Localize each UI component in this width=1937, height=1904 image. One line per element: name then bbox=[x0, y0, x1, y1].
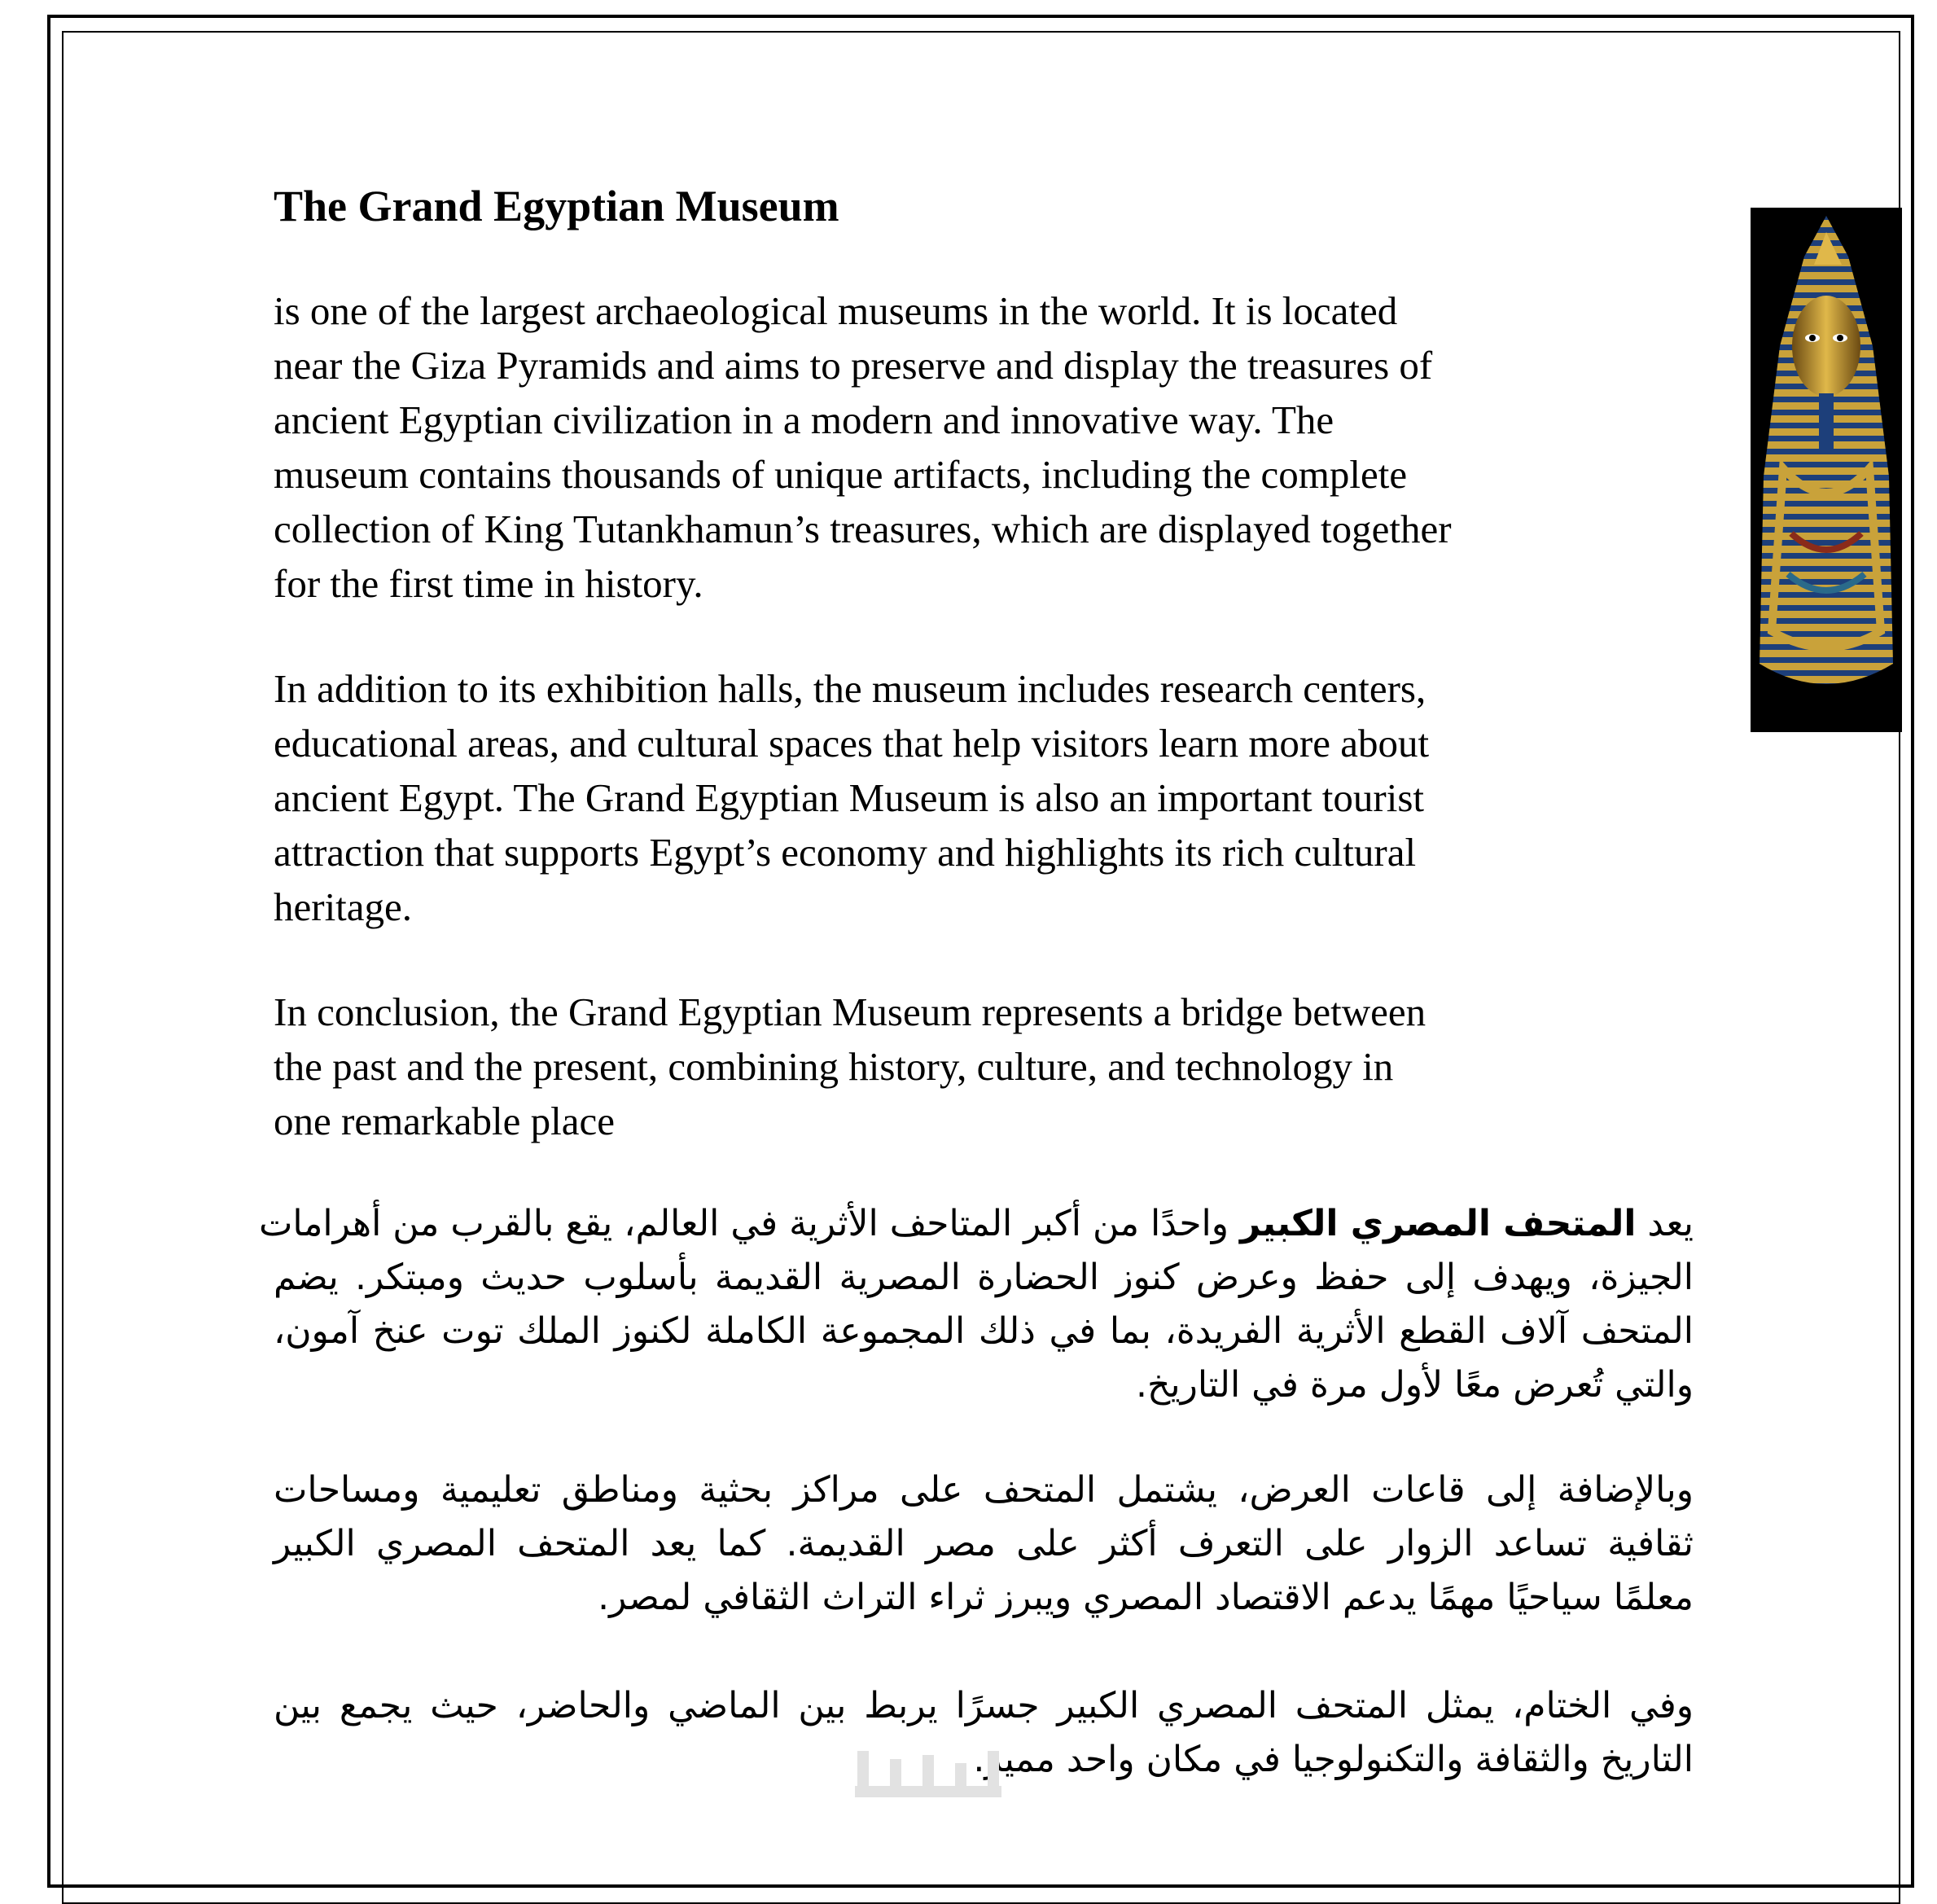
text-line: is one of the largest archaeological museums in the world. It is located bbox=[274, 288, 1398, 333]
text-line: In addition to its exhibition halls, the museum includes research centers, bbox=[274, 666, 1426, 711]
text-line: one remarkable place bbox=[274, 1099, 615, 1143]
english-paragraph-1 bbox=[274, 283, 1707, 611]
text-line: attraction that supports Egypt’s economy and highlights its rich cultural bbox=[274, 830, 1417, 875]
text-line: والتي تُعرض معًا لأول مرة في التاريخ. bbox=[1135, 1364, 1694, 1406]
text-line: ثقافية تساعد الزوار على التعرف أكثر على مصر القديمة. كما يعد المتحف المصري الكبير bbox=[274, 1523, 1694, 1564]
text-line: وفي الختام، يمثل المتحف المصري الكبير جسرًا يربط بين الماضي والحاضر، حيث يجمع بين bbox=[274, 1685, 1694, 1726]
arabic-paragraph-2 bbox=[274, 1463, 1694, 1625]
watermark-icon bbox=[847, 1735, 1010, 1800]
text-line: ancient Egypt. The Grand Egyptian Museum is also an important tourist bbox=[274, 775, 1425, 820]
text-line: collection of King Tutankhamun’s treasures, which are displayed together bbox=[274, 507, 1452, 551]
arabic-paragraph-1 bbox=[258, 1197, 1694, 1412]
text-line: التاريخ والثقافة والتكنولوجيا في مكان واحد مميز. bbox=[973, 1739, 1694, 1780]
text-run: يعد bbox=[1636, 1203, 1694, 1244]
text-line: near the Giza Pyramids and aims to preserve and display the treasures of bbox=[274, 343, 1433, 388]
text-line: heritage. bbox=[274, 884, 413, 929]
text-line: معلمًا سياحيًا مهمًا يدعم الاقتصاد المصري ويبرز ثراء التراث الثقافي لمصر. bbox=[598, 1577, 1694, 1618]
text-line: In conclusion, the Grand Egyptian Museum represents a bridge between bbox=[274, 989, 1426, 1034]
text-line: الجيزة، ويهدف إلى حفظ وعرض كنوز الحضارة المصرية القديمة بأسلوب حديث ومبتكر. يضم bbox=[274, 1257, 1694, 1298]
document-title: The Grand Egyptian Museum bbox=[274, 182, 839, 230]
english-paragraph-3 bbox=[274, 985, 1707, 1148]
text-run: واحدًا من أكبر المتاحف الأثرية في العالم، يقع بالقرب من أهرامات bbox=[258, 1203, 1240, 1244]
text-line: for the first time in history. bbox=[274, 561, 703, 606]
text-line: وبالإضافة إلى قاعات العرض، يشتمل المتحف على مراكز بحثية ومناطق تعليمية ومساحات bbox=[274, 1469, 1694, 1511]
text-line: ancient Egyptian civilization in a modern and innovative way. The bbox=[274, 397, 1334, 442]
tutankhamun-mask-image bbox=[1751, 208, 1902, 732]
text-line: educational areas, and cultural spaces that help visitors learn more about bbox=[274, 721, 1430, 766]
text-line: المتحف آلاف القطع الأثرية الفريدة، بما في ذلك المجموعة الكاملة لكنوز الملك توت عنخ آمون، bbox=[274, 1310, 1694, 1352]
text-line: the past and the present, combining history, culture, and technology in bbox=[274, 1044, 1394, 1089]
text-line: museum contains thousands of unique artifacts, including the complete bbox=[274, 452, 1408, 497]
watermark-logo bbox=[847, 1735, 1010, 1814]
museum-name-bold: المتحف المصري الكبير bbox=[1239, 1203, 1637, 1244]
english-paragraph-2 bbox=[274, 661, 1707, 934]
text-line bbox=[258, 1197, 1694, 1251]
pharaoh-mask-icon bbox=[1751, 208, 1902, 732]
